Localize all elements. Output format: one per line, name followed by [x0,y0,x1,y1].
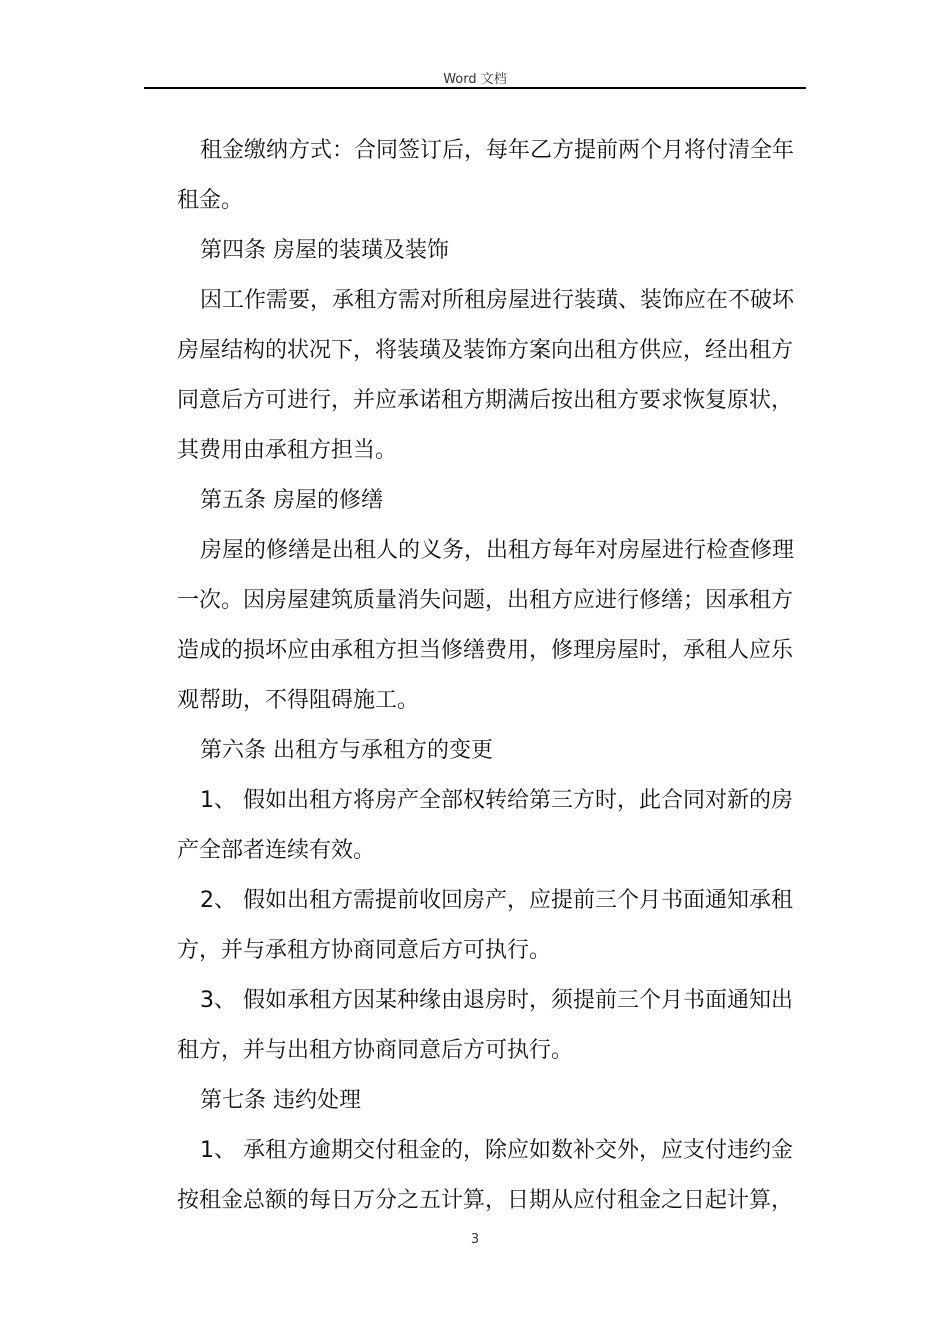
paragraph: 因工作需要，承租方需对所租房屋进行装璜、装饰应在不破坏房屋结构的状况下，将装璜及装饰方案向出租方供应，经出租方同意后方可进行，并应承诺租方期满后按出租方要求恢复原状，其费用由承租方担当。 [177,288,795,463]
list-item: 1、 承租方逾期交付租金的，除应如数补交外，应支付违约金按租金总额的每日万分之五计算，日期从应付租金之日起计算， [177,1138,794,1213]
header-rule [144,87,806,89]
section-heading: 第五条 房屋的修缮 [200,488,383,513]
list-item: 3、 假如承租方因某种缘由退房时，须提前三个月书面通知出租方，并与出租方协商同意后方可执行。 [177,988,793,1063]
page-number: 3 [470,1232,480,1247]
list-item: 1、 假如出租方将房产全部权转给第三方时，此合同对新的房产全部者连续有效。 [177,788,793,863]
section-heading: 第六条 出租方与承租方的变更 [200,738,493,763]
list-item: 2、 假如出租方需提前收回房产，应提前三个月书面通知承租方，并与承租方协商同意后方可执行。 [177,888,793,963]
paragraph: 租金缴纳方式：合同签订后，每年乙方提前两个月将付清全年租金。 [177,138,795,213]
section-heading: 第七条 违约处理 [200,1088,361,1113]
paragraph: 房屋的修缮是出租人的义务，出租方每年对房屋进行检查修理一次。因房屋建筑质量消失问题，出租方应进行修缮；因承租方造成的损坏应由承租方担当修缮费用，修理房屋时，承租人应乐观帮助，不得阻碍施工。 [177,538,795,713]
document-body [177,126,807,1226]
header-title: Word 文档 [443,72,507,87]
section-heading: 第四条 房屋的装璜及装饰 [200,238,449,263]
